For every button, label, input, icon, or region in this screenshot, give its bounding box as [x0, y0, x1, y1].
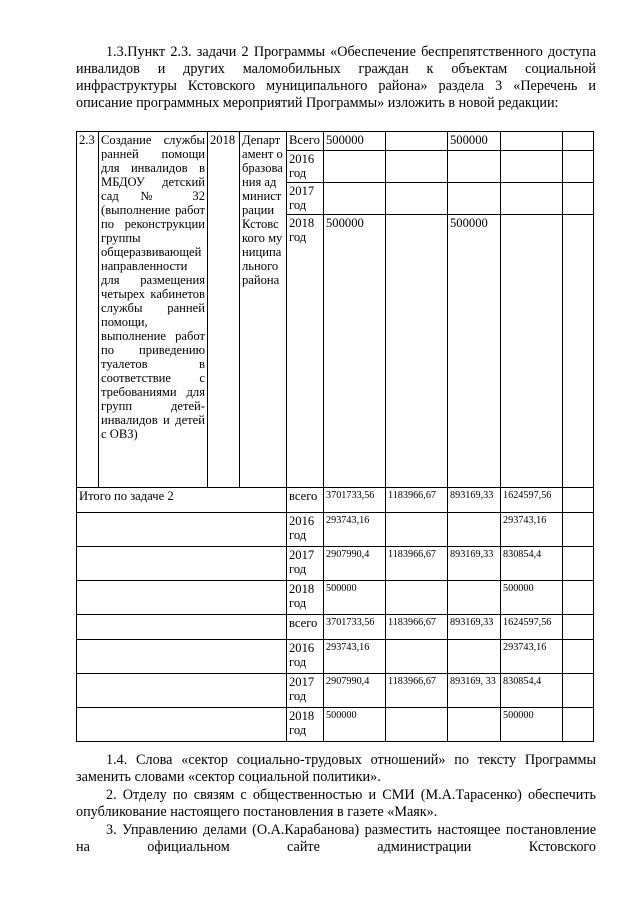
value-cell	[563, 674, 594, 708]
value-cell: 500000	[324, 581, 386, 615]
value-cell	[563, 708, 594, 742]
value-cell	[563, 488, 594, 513]
value-cell: 500000	[324, 708, 386, 742]
value-cell: 1183966,67	[386, 547, 448, 581]
value-cell: 1183966,67	[386, 674, 448, 708]
total-row	[77, 488, 594, 513]
paragraph-2: 2. Отделу по связям с общественностью и СМИ (М.А.Тарасенко) обеспечить опубликование настоящего постановления в газете «Маяк».	[76, 787, 596, 820]
paragraph-3: 3. Управлению делами (О.А.Карабанова) разместить настоящее постановление на официальном сайте администрации Кстовского	[76, 822, 596, 855]
row-label: 2016 год	[287, 513, 324, 547]
row-label: всего	[287, 488, 324, 513]
value-cell: 500000	[324, 132, 386, 151]
row-label: всего	[287, 615, 324, 640]
row-label: 2016 год	[287, 151, 324, 183]
value-cell	[386, 513, 448, 547]
total-row	[77, 674, 594, 708]
value-cell: 500000	[448, 132, 501, 151]
value-cell	[563, 132, 594, 151]
program-table	[76, 131, 594, 742]
item-number: 2.3	[77, 132, 99, 488]
value-cell	[386, 708, 448, 742]
value-cell	[324, 183, 386, 215]
total-row	[77, 547, 594, 581]
value-cell: 293743,16	[324, 640, 386, 674]
value-cell	[386, 640, 448, 674]
value-cell	[448, 708, 501, 742]
intro-paragraph: 1.3.Пункт 2.3. задачи 2 Программы «Обеспечение беспрепятственного доступа инвалидов и других маломобильных граждан к объектам социальной инфраструктуры Кстовского муниципального района» раздела 3 «Перечень и описание программных мероприятий Программы» изложить в новой редакции:	[76, 44, 596, 111]
value-cell	[448, 640, 501, 674]
value-cell: 500000	[501, 708, 563, 742]
value-cell: 3701733,56	[324, 488, 386, 513]
value-cell	[448, 513, 501, 547]
value-cell: 893169,33	[448, 615, 501, 640]
total-label-blank	[77, 581, 287, 615]
value-cell	[386, 132, 448, 151]
value-cell	[448, 183, 501, 215]
value-cell	[563, 640, 594, 674]
total-row	[77, 615, 594, 640]
row-label: 2018 год	[287, 708, 324, 742]
value-cell: 893169,33	[448, 488, 501, 513]
total-label-blank	[77, 513, 287, 547]
row-label: 2017 год	[287, 547, 324, 581]
value-cell	[563, 151, 594, 183]
item-executor: Департамент образования администрации Кстовского муниципального района	[240, 132, 287, 488]
value-cell: 500000	[448, 215, 501, 488]
value-cell	[563, 183, 594, 215]
item-description: Создание службы ранней помощи для инвалидов в МБДОУ детский сад № 32 (выполнение работ по реконструкции группы общеразвивающей направленности для размещения четырех кабинетов службы ранней помощи, выполнение работ по приведению туалетов в соответствие с требованиями для групп детей-инвалидов и детей с ОВЗ)	[99, 132, 208, 488]
row-label: 2017 год	[287, 183, 324, 215]
value-cell: 830854,4	[501, 547, 563, 581]
value-cell: 893169, 33	[448, 674, 501, 708]
total-label-blank	[77, 547, 287, 581]
total-row	[77, 581, 594, 615]
value-cell	[448, 151, 501, 183]
value-cell: 500000	[324, 215, 386, 488]
value-cell: 3701733,56	[324, 615, 386, 640]
row-label: 2018 год	[287, 581, 324, 615]
row-label: Всего	[287, 132, 324, 151]
value-cell: 293743,16	[324, 513, 386, 547]
value-cell: 2907990,4	[324, 674, 386, 708]
total-label-blank	[77, 674, 287, 708]
row-label: 2017 год	[287, 674, 324, 708]
total-row	[77, 513, 594, 547]
value-cell	[386, 215, 448, 488]
total-row	[77, 708, 594, 742]
value-cell: 893169,33	[448, 547, 501, 581]
total-label: Итого по задаче 2	[77, 488, 287, 513]
paragraph-1-4: 1.4. Слова «сектор социально-трудовых отношений» по тексту Программы заменить словами «сектор социальной политики».	[76, 752, 596, 785]
value-cell: 1624597,56	[501, 488, 563, 513]
total-label-blank	[77, 640, 287, 674]
value-cell	[563, 547, 594, 581]
value-cell	[563, 513, 594, 547]
value-cell: 1183966,67	[386, 488, 448, 513]
value-cell: 293743,16	[501, 513, 563, 547]
item-year: 2018	[208, 132, 240, 488]
value-cell: 1624597,56	[501, 615, 563, 640]
value-cell: 500000	[501, 581, 563, 615]
value-cell	[448, 581, 501, 615]
row-label: 2016 год	[287, 640, 324, 674]
value-cell: 1183966,67	[386, 615, 448, 640]
value-cell	[386, 183, 448, 215]
value-cell: 2907990,4	[324, 547, 386, 581]
value-cell	[563, 615, 594, 640]
value-cell	[563, 215, 594, 488]
total-label-blank	[77, 615, 287, 640]
value-cell	[501, 151, 563, 183]
value-cell	[386, 581, 448, 615]
value-cell	[386, 151, 448, 183]
value-cell	[324, 151, 386, 183]
total-row	[77, 640, 594, 674]
row-label: 2018 год	[287, 215, 324, 488]
total-label-blank	[77, 708, 287, 742]
value-cell: 830854,4	[501, 674, 563, 708]
value-cell	[501, 183, 563, 215]
item-row	[77, 132, 594, 151]
value-cell	[501, 132, 563, 151]
value-cell	[563, 581, 594, 615]
value-cell	[501, 215, 563, 488]
value-cell: 293743,16	[501, 640, 563, 674]
